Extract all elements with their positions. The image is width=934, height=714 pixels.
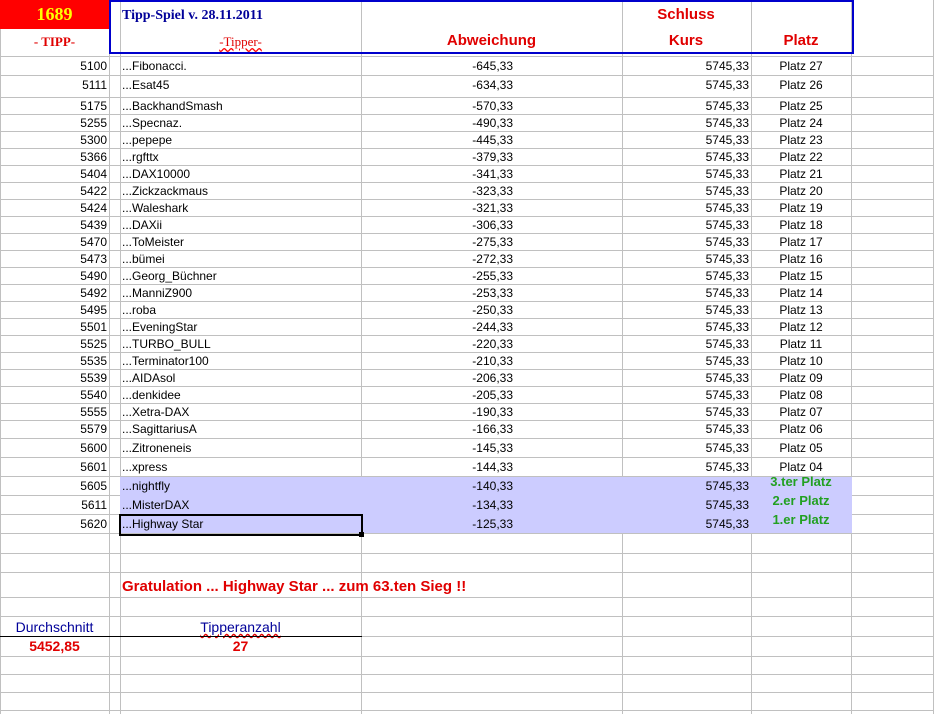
tipper-name[interactable]: ...EveningStar <box>122 320 198 334</box>
platz-value[interactable]: Platz 08 <box>779 388 823 402</box>
fill-handle[interactable] <box>359 532 364 537</box>
kurs-value[interactable]: 5745,33 <box>705 337 749 351</box>
kurs-value[interactable]: 5745,33 <box>705 479 749 493</box>
row-gridline <box>0 710 934 711</box>
kurs-value[interactable]: 5745,33 <box>705 286 749 300</box>
tipper-name[interactable]: ...Esat45 <box>122 78 170 92</box>
abweichung-value[interactable]: -255,33 <box>472 269 513 283</box>
tipper-name[interactable]: ...bümei <box>122 252 165 266</box>
kurs-value[interactable]: 5745,33 <box>705 116 749 130</box>
game-title[interactable]: Tipp-Spiel v. 28.11.2011 <box>122 8 263 23</box>
abweichung-value[interactable]: -205,33 <box>472 388 513 402</box>
kurs-value[interactable]: 5745,33 <box>705 517 749 531</box>
tipp-value[interactable]: 5470 <box>80 235 107 249</box>
abweichung-value[interactable]: -144,33 <box>472 460 513 474</box>
platz-value[interactable]: Platz 11 <box>779 337 823 351</box>
tipper-name[interactable]: ...Terminator100 <box>122 354 209 368</box>
kurs-value[interactable]: 5745,33 <box>705 167 749 181</box>
abweichung-value[interactable]: -445,33 <box>472 133 513 147</box>
platz-value[interactable]: Platz 15 <box>779 269 823 283</box>
tipper-name[interactable]: ...roba <box>122 303 157 317</box>
kurs-value[interactable]: 5745,33 <box>705 441 749 455</box>
average-label: Durchschnitt <box>15 619 94 635</box>
abweichung-value[interactable]: -275,33 <box>472 235 513 249</box>
tipper-count-label: Tipperanzahl <box>200 619 281 635</box>
platz-value[interactable]: Platz 17 <box>779 235 823 249</box>
platz-value[interactable]: Platz 22 <box>779 150 823 164</box>
congratulation-text[interactable]: Gratulation ... Highway Star ... zum 63.ten Sieg !! <box>122 578 467 595</box>
tipp-value[interactable]: 5525 <box>80 337 107 351</box>
row-gridline <box>0 692 934 693</box>
tipper-name[interactable]: ...MisterDAX <box>122 498 190 512</box>
abweichung-value[interactable]: -244,33 <box>472 320 513 334</box>
tipper-name[interactable]: ...Specnaz. <box>122 116 183 130</box>
tipper-name[interactable]: ...denkidee <box>122 388 181 402</box>
average-value[interactable]: 5452,85 <box>29 638 80 654</box>
abweichung-value[interactable]: -645,33 <box>472 59 513 73</box>
kurs-value[interactable]: 5745,33 <box>705 201 749 215</box>
row-gridline <box>0 75 934 76</box>
column-gridline <box>851 0 852 714</box>
kurs-value[interactable]: 5745,33 <box>705 303 749 317</box>
tipp-value[interactable]: 5422 <box>80 184 107 198</box>
tipp-value[interactable]: 5100 <box>80 59 107 73</box>
abweichung-value[interactable]: -306,33 <box>472 218 513 232</box>
abweichung-value[interactable]: -140,33 <box>472 479 513 493</box>
tipp-value[interactable]: 5605 <box>80 479 107 493</box>
kurs-value[interactable]: 5745,33 <box>705 99 749 113</box>
row-gridline <box>0 674 934 675</box>
kurs-value[interactable]: 5745,33 <box>705 78 749 92</box>
platz-value[interactable]: Platz 25 <box>779 99 823 113</box>
tipper-name[interactable]: ...Waleshark <box>122 201 189 215</box>
schluss-label: Schluss <box>657 6 715 23</box>
platz-value[interactable]: Platz 12 <box>779 320 823 334</box>
abweichung-value[interactable]: -490,33 <box>472 116 513 130</box>
tipp-value[interactable]: 5111 <box>82 78 107 92</box>
kurs-value[interactable]: 5745,33 <box>705 252 749 266</box>
tipp-value[interactable]: 5439 <box>80 218 107 232</box>
tipp-value[interactable]: 5555 <box>80 405 107 419</box>
col-header-kurs: Kurs <box>668 32 704 49</box>
abweichung-value[interactable]: -145,33 <box>472 441 513 455</box>
abweichung-value[interactable]: -190,33 <box>472 405 513 419</box>
platz-value[interactable]: Platz 23 <box>779 133 823 147</box>
row-gridline <box>0 56 934 57</box>
tipp-value[interactable]: 5535 <box>80 354 107 368</box>
tipper-name[interactable]: ...TURBO_BULL <box>122 337 211 351</box>
tipper-name[interactable]: ...BackhandSmash <box>122 99 223 113</box>
tipp-value[interactable]: 5600 <box>80 441 107 455</box>
platz-value[interactable]: Platz 06 <box>779 422 823 436</box>
abweichung-value[interactable]: -125,33 <box>472 517 513 531</box>
platz-value[interactable]: Platz 04 <box>779 460 823 474</box>
kurs-value[interactable]: 5745,33 <box>705 218 749 232</box>
tipper-name[interactable]: ...rgfttx <box>122 150 159 164</box>
tipp-value[interactable]: 5300 <box>80 133 107 147</box>
tipper-name[interactable]: ...nightfly <box>122 479 171 493</box>
tipper-name[interactable]: ...DAXii <box>122 218 163 232</box>
tipper-name[interactable]: ...pepepe <box>122 133 173 147</box>
platz-value[interactable]: Platz 26 <box>779 78 823 92</box>
tipp-count: 1689 <box>36 4 73 24</box>
tipper-name[interactable]: ...Zickzackmaus <box>122 184 209 198</box>
row-gridline <box>0 597 934 598</box>
tipp-value[interactable]: 5255 <box>80 116 107 130</box>
tipper-name[interactable]: ...Xetra-DAX <box>122 405 190 419</box>
tipp-value[interactable]: 5540 <box>80 388 107 402</box>
tipp-value[interactable]: 5366 <box>80 150 107 164</box>
kurs-value[interactable]: 5745,33 <box>705 388 749 402</box>
tipp-value[interactable]: 5501 <box>80 320 107 334</box>
col-header-tipper: -Tipper- <box>219 34 262 49</box>
tipp-value[interactable]: 5404 <box>80 167 107 181</box>
platz-value[interactable]: Platz 13 <box>779 303 823 317</box>
tipper-count-value[interactable]: 27 <box>232 638 249 654</box>
platz-value[interactable]: Platz 10 <box>779 354 823 368</box>
abweichung-value[interactable]: -570,33 <box>472 99 513 113</box>
tipper-name[interactable]: ...ToMeister <box>122 235 185 249</box>
tipp-value[interactable]: 5601 <box>80 460 107 474</box>
platz-value[interactable]: Platz 24 <box>779 116 823 130</box>
abweichung-value[interactable]: -253,33 <box>472 286 513 300</box>
kurs-value[interactable]: 5745,33 <box>705 354 749 368</box>
stats-underline <box>0 636 362 637</box>
platz-value[interactable]: Platz 16 <box>779 252 823 266</box>
kurs-value[interactable]: 5745,33 <box>705 371 749 385</box>
col-header-tipp: - TIPP- <box>33 34 76 49</box>
kurs-value[interactable]: 5745,33 <box>705 460 749 474</box>
tipp-value[interactable]: 5424 <box>80 201 107 215</box>
platz-value[interactable]: Platz 09 <box>779 371 823 385</box>
abweichung-value[interactable]: -166,33 <box>472 422 513 436</box>
kurs-value[interactable]: 5745,33 <box>705 150 749 164</box>
tipp-value[interactable]: 5620 <box>80 517 107 531</box>
platz-value[interactable]: Platz 07 <box>779 405 823 419</box>
kurs-value[interactable]: 5745,33 <box>705 422 749 436</box>
platz-value[interactable]: Platz 19 <box>779 201 823 215</box>
tipp-value[interactable]: 5579 <box>80 422 107 436</box>
platz-value[interactable]: 3.ter Platz <box>770 474 832 489</box>
header-frame <box>109 0 854 54</box>
tipper-name[interactable]: ...Fibonacci. <box>122 59 187 73</box>
tipp-value[interactable]: 5473 <box>80 252 107 266</box>
tipper-name[interactable]: ...Highway Star <box>122 517 204 531</box>
selected-cell-border[interactable] <box>119 514 363 536</box>
platz-value[interactable]: 2.er Platz <box>772 493 830 508</box>
tipp-value[interactable]: 5492 <box>80 286 107 300</box>
column-gridline <box>109 0 110 714</box>
platz-value[interactable]: Platz 14 <box>779 286 823 300</box>
row-gridline <box>0 656 934 657</box>
tipper-name[interactable]: ...xpress <box>122 460 168 474</box>
kurs-value[interactable]: 5745,33 <box>705 269 749 283</box>
abweichung-value[interactable]: -250,33 <box>472 303 513 317</box>
kurs-value[interactable]: 5745,33 <box>705 184 749 198</box>
abweichung-value[interactable]: -210,33 <box>472 354 513 368</box>
tipp-value[interactable]: 5611 <box>81 498 107 512</box>
platz-value[interactable]: Platz 20 <box>779 184 823 198</box>
platz-value[interactable]: Platz 18 <box>779 218 823 232</box>
kurs-value[interactable]: 5745,33 <box>705 59 749 73</box>
tipp-value[interactable]: 5539 <box>80 371 107 385</box>
column-gridline <box>120 0 121 714</box>
abweichung-value[interactable]: -272,33 <box>472 252 513 266</box>
tipper-name[interactable]: ...ManniZ900 <box>122 286 193 300</box>
abweichung-value[interactable]: -323,33 <box>472 184 513 198</box>
abweichung-value[interactable]: -379,33 <box>472 150 513 164</box>
abweichung-value[interactable]: -206,33 <box>472 371 513 385</box>
tipp-value[interactable]: 5175 <box>80 99 107 113</box>
kurs-value[interactable]: 5745,33 <box>705 405 749 419</box>
abweichung-value[interactable]: -321,33 <box>472 201 513 215</box>
tipper-name[interactable]: ...SagittariusA <box>122 422 197 436</box>
abweichung-value[interactable]: -634,33 <box>472 78 513 92</box>
platz-value[interactable]: 1.er Platz <box>772 512 830 527</box>
tipper-name[interactable]: ...Zitroneneis <box>122 441 192 455</box>
platz-value[interactable]: Platz 21 <box>779 167 823 181</box>
row-gridline <box>0 572 934 573</box>
abweichung-value[interactable]: -220,33 <box>472 337 513 351</box>
abweichung-value[interactable]: -134,33 <box>472 498 513 512</box>
kurs-value[interactable]: 5745,33 <box>705 498 749 512</box>
tipp-value[interactable]: 5495 <box>80 303 107 317</box>
col-header-platz: Platz <box>783 32 819 49</box>
tipp-value[interactable]: 5490 <box>80 269 107 283</box>
tipper-name[interactable]: ...Georg_Büchner <box>122 269 217 283</box>
platz-value[interactable]: Platz 27 <box>779 59 823 73</box>
tipper-name[interactable]: ...DAX10000 <box>122 167 191 181</box>
kurs-value[interactable]: 5745,33 <box>705 235 749 249</box>
kurs-value[interactable]: 5745,33 <box>705 320 749 334</box>
abweichung-value[interactable]: -341,33 <box>472 167 513 181</box>
kurs-value[interactable]: 5745,33 <box>705 133 749 147</box>
tipper-name[interactable]: ...AIDAsol <box>122 371 176 385</box>
platz-value[interactable]: Platz 05 <box>779 441 823 455</box>
row-gridline <box>0 438 934 439</box>
row-gridline <box>0 616 934 617</box>
row-gridline <box>0 553 934 554</box>
col-header-abweichung: Abweichung <box>446 32 537 49</box>
row-gridline <box>0 457 934 458</box>
